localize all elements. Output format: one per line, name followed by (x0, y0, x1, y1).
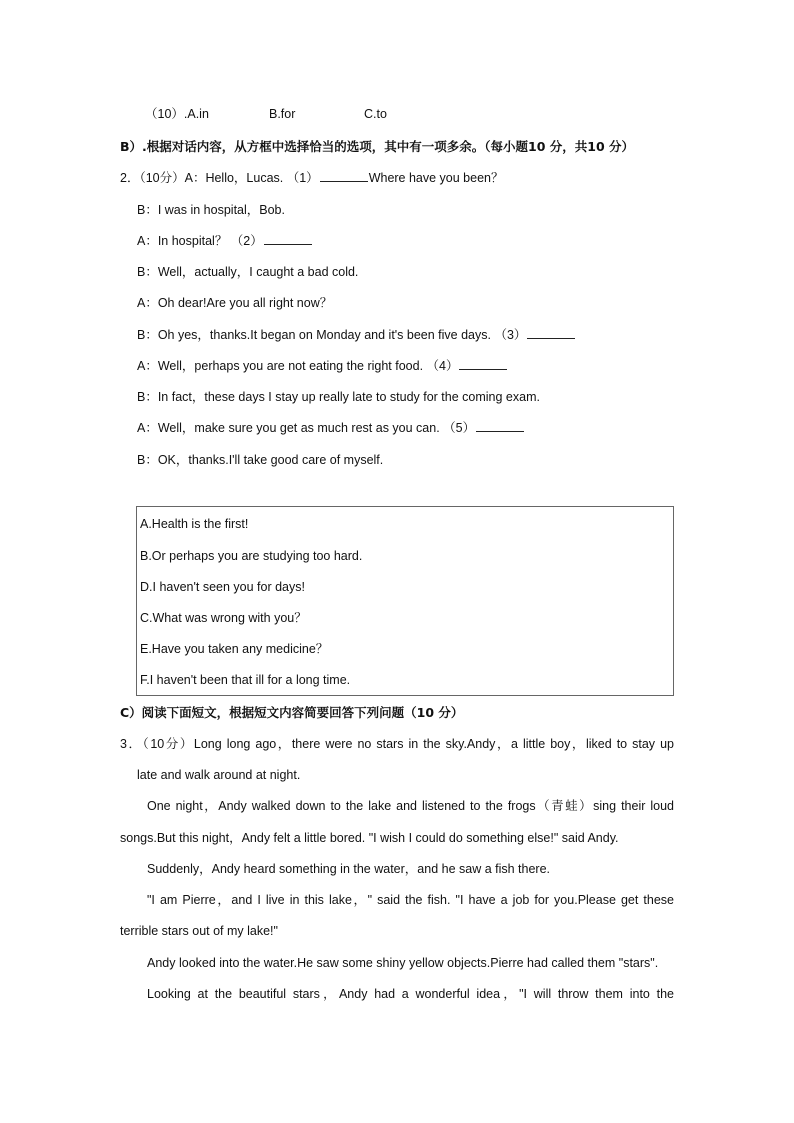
dialogue-line (137, 358, 508, 374)
options-box (136, 506, 674, 696)
option-f: F.I haven't been that ill for a long time. (140, 673, 351, 687)
dialogue-text: B：In fact，these days I stay up really late to study for the coming exam. (137, 390, 540, 404)
q2-intro-tail: Where have you been？ (368, 171, 504, 185)
dialogue-text: A：In hospital？ （2） (137, 234, 263, 248)
option-c: C.What was wrong with you？ (140, 611, 307, 625)
passage-line-5: Suddenly，Andy heard something in the water，and he saw a fish there. (147, 862, 551, 876)
dialogue-line (137, 202, 285, 218)
section-b-heading: B）.根据对话内容，从方框中选择恰当的选项，其中有一项多余。（每小题10 分，共10 分） (120, 139, 635, 154)
dialogue-text: B：OK，thanks.I'll take good care of myself. (137, 453, 384, 467)
passage-line-1: 3．（10分）Long long ago，there were no stars in the sky.Andy，a little boy，liked to stay up (120, 737, 674, 751)
q10-options (145, 106, 387, 122)
option-e: E.Have you taken any medicine？ (140, 642, 329, 656)
dialogue-line (137, 452, 383, 468)
q10-option-a: （10）.A.in (145, 107, 209, 121)
passage-line-8: Andy looked into the water.He saw some shiny yellow objects.Pierre had called them "stars". (147, 956, 659, 970)
passage-line-9: Looking at the beautiful stars，Andy had a wonderful idea，"I will throw them into the (147, 987, 674, 1001)
q10-option-c: C.to (364, 107, 387, 121)
dialogue-line (137, 389, 540, 405)
answer-blank-3[interactable] (527, 327, 575, 339)
passage-line-7: terrible stars out of my lake!" (120, 924, 278, 938)
dialogue-text: A：Well，make sure you get as much rest as you can. （5） (137, 421, 476, 435)
answer-blank-4[interactable] (459, 358, 507, 370)
option-d: D.I haven't seen you for days! (140, 580, 305, 594)
option-b: B.Or perhaps you are studying too hard. (140, 549, 363, 563)
dialogue-text: B：Oh yes，thanks.It began on Monday and it's been five days. （3） (137, 328, 527, 342)
q10-option-b: B.for (269, 107, 296, 121)
q2-intro-text: 2．（10分）A：Hello，Lucas. （1） (120, 171, 319, 185)
dialogue-line (137, 420, 525, 436)
answer-blank-5[interactable] (476, 420, 524, 432)
dialogue-line (137, 233, 313, 249)
dialogue-line (137, 264, 358, 280)
answer-blank-2[interactable] (264, 233, 312, 245)
q2-intro (120, 170, 504, 186)
passage-line-6: "I am Pierre，and I live in this lake，" said the fish. "I have a job for you.Please get these (147, 893, 674, 907)
section-c-heading: C）阅读下面短文，根据短文内容简要回答下列问题（10 分） (120, 705, 464, 720)
option-a: A.Health is the first! (140, 517, 249, 531)
dialogue-line (137, 295, 332, 311)
dialogue-line (137, 327, 576, 343)
dialogue-text: A：Oh dear!Are you all right now？ (137, 296, 333, 310)
passage-line-3: One night，Andy walked down to the lake and listened to the frogs（青蛙）sing their loud (147, 799, 674, 813)
passage-line-4: songs.But this night，Andy felt a little bored. "I wish I could do something else!" said Andy. (120, 831, 619, 845)
dialogue-text: B：I was in hospital，Bob. (137, 203, 285, 217)
dialogue-text: B：Well，actually，I caught a bad cold. (137, 265, 359, 279)
passage-line-2: late and walk around at night. (137, 768, 301, 782)
answer-blank-1[interactable] (320, 170, 368, 182)
dialogue-text: A：Well，perhaps you are not eating the right food. （4） (137, 359, 459, 373)
